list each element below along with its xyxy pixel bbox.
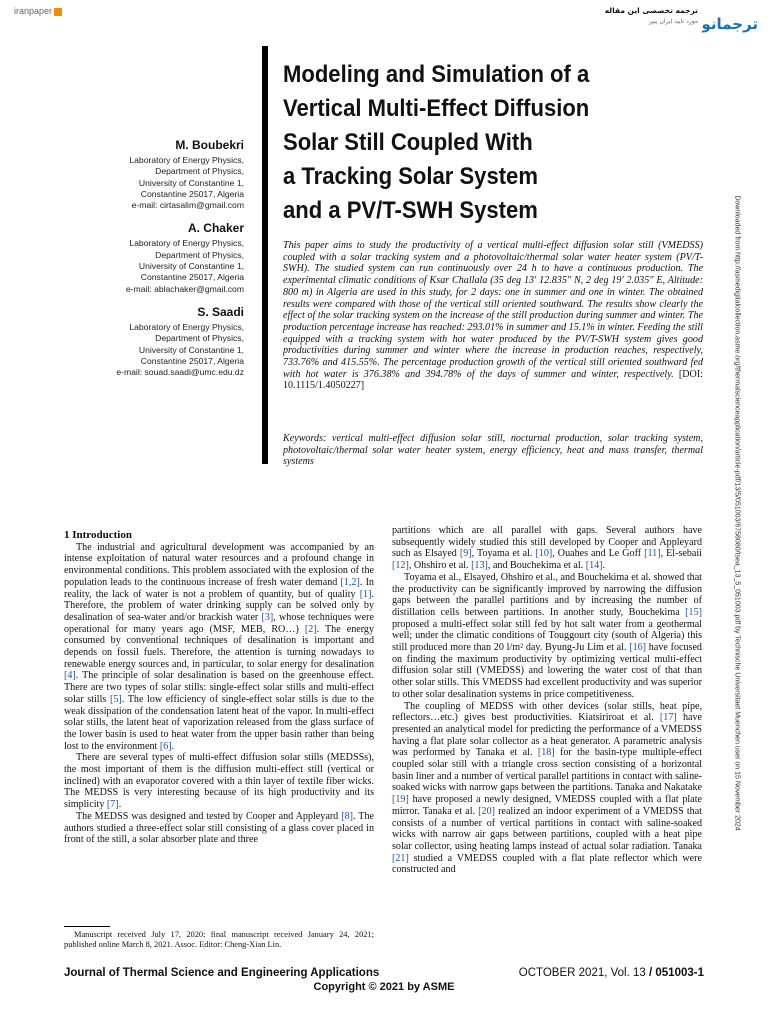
citation-link[interactable]: [10] <box>535 548 553 560</box>
citation-link[interactable]: [5] <box>109 693 122 705</box>
iranpaper-logo-text: iranpaper <box>14 6 53 16</box>
footnote: Manuscript received July 17, 2020; final manuscript received January 24, 2021; published online March 8, 2021. Assoc. Editor: Cheng-Xian Lin. <box>64 930 374 949</box>
citation-link[interactable]: [4] <box>64 670 76 682</box>
author-name: M. Boubekri <box>175 138 244 152</box>
author-block <box>60 305 244 378</box>
brand-logo-icon <box>702 7 760 35</box>
text-run: . The authors studied a three-effect solar still consisting of a glass cover placed in front of the still, a solar absorber plate and three <box>64 810 374 846</box>
text-run: . <box>118 799 122 811</box>
citation-link[interactable]: [15] <box>685 606 702 618</box>
title-line: Modeling and Simulation of a <box>283 61 590 88</box>
citation-link[interactable]: [2] <box>304 623 317 635</box>
paper-title <box>283 58 643 228</box>
iranpaper-logo <box>14 6 62 16</box>
affiliation-line: University of Constantine 1, <box>138 261 244 272</box>
keywords: Keywords: vertical multi-effect diffusion solar still, nocturnal production, solar tracking system, photovoltaic/thermal solar water heater system, energy efficiency, heat and mass transfer, thermal systems <box>283 433 703 468</box>
text-run: There are several types of multi-effect diffusion solar stills (MEDSSs), the most important of them is the diffusion multi-effect still (vertical or inclined) with an evaporator covered with a thin layer of textile fiber wicks. The MEDSS is very interesting because of its high productivity and its simplicity <box>64 752 374 811</box>
text-run: have proposed a newly designed, VMEDSS coupled with a flat plate mirror. Tanaka et al. <box>392 794 702 817</box>
issue-info <box>506 967 704 979</box>
text-run: . The principle of solar desalination is based on the greenhouse effect. There are two types of solar stills: single-effect solar stills and multi-effect solar stills <box>64 670 374 705</box>
section-heading: 1 Introduction <box>64 529 132 541</box>
text-run: , whose techniques were operational for many years ago (MSF, MEB, RO…) <box>64 611 374 635</box>
affiliation-line: Constantine 25017, Algeria <box>140 272 244 283</box>
citation-link[interactable]: [1,2] <box>340 576 360 588</box>
paragraph <box>64 752 374 811</box>
author-block <box>60 221 244 294</box>
title-line: Vertical Multi-Effect Diffusion <box>283 95 590 122</box>
text-run: proposed a multi-effect solar still fed by hot salt water from a geothermal well; under the climatic conditions of Touggourt city (south of Algeria) this still produced more than 20 l/m² day. Byung-Ju Lim et al. <box>392 618 702 654</box>
footnote-rule <box>64 926 110 927</box>
issue-volume: OCTOBER 2021, Vol. 13 <box>518 967 646 979</box>
citation-link[interactable]: [1] <box>359 588 372 600</box>
journal-name: Journal of Thermal Science and Engineering Applications <box>64 967 380 979</box>
text-run: have presented an analytical model for predicting the performance of a VMEDSS having a flat plate solar collector as a heat generator. A parametric analysis was performed by Tanaka et al. <box>392 712 703 759</box>
issue-separator: / <box>645 967 656 979</box>
text-run: . The energy consumed by conventional techniques of desalination is important and depends on fossil fuels. Therefore, the attention is turning nowadays to renewable energy sources and, in particular, to solar energy for desalination <box>64 623 374 670</box>
title-line: a Tracking Solar System <box>283 163 538 190</box>
download-sidebar <box>732 158 742 868</box>
title-line: Solar Still Coupled With <box>283 129 533 156</box>
text-run: , El-sebaii <box>660 548 702 560</box>
citation-link[interactable]: [9] <box>459 548 472 560</box>
author-email[interactable]: e-mail: souad.saadi@umc.edu.dz <box>116 367 244 378</box>
text-run: . Therefore, the problem of water drinking supply can be solved only by desalination of sea-water and/or brackish water <box>64 588 374 623</box>
affiliation-line: Laboratory of Energy Physics, <box>129 238 244 249</box>
logo-caption-1: ترجمه تخصصی این مقاله <box>604 6 698 15</box>
abstract-text: This paper aims to study the productivity of a vertical multi-effect diffusion solar still (VMEDSS) coupled with a solar tracking system and a photovoltaic/thermal solar water heater system (PV/T-SWH). The studied system can run continuously over 24 h to have a continuous production. The experimental climatic conditions of Ksar Challala (35 deg 13′ 12.835″ N, 2 deg 19′ 2.035″ E, Altitude: 800 m) in Algeria are used in this study, for 2 days: one in summer and one in winter. The obtained results were compared with those of the vertical still oriented southward. The results show clearly the effect of the solar tracking system on the increase of the still production during summer and winter. The production percentage increase has reached: 293.01% in summer and 15.1% in winter. Feeding the still equipped with a tracking system with hot water produced by the PV/T-SWH system gives good productivities during summer and winter where the increase in production reaches, respectively, 733.76% and 415.55%. The percentage production growth of the vertical still oriented southward fed with hot water is 376.38% and 394.78% of the days of summer and winter, respectively. <box>283 240 703 380</box>
paragraph <box>392 701 702 877</box>
author-email[interactable]: e-mail: ablachaker@gmail.com <box>125 283 244 294</box>
text-run: . <box>602 560 606 572</box>
text-run: studied a VMEDSS coupled with a flat plate reflector which were constructed and <box>392 852 702 876</box>
text-run: Toyama et al., Elsayed, Ohshiro et al., and Bouchekima et al. showed that the productivity can be significantly improved by narrowing the diffusion gaps between the parallel partitions and by increasing the number of distillation cells between partitions. In another study, Bouchekima <box>392 571 702 618</box>
page-number: 051003-1 <box>655 967 704 979</box>
citation-link[interactable]: [3] <box>261 611 274 623</box>
citation-link[interactable]: [17] <box>659 712 677 724</box>
text-run: . The low efficiency of single-effect solar stills is due to the weak dissipation of the condensation latent heat of the vapor. In multi-effect solar stills, the latent heat of vaporization released from the glass surface of the lower basin is used to heat water from the upper basin rather than being lost to the environment <box>64 693 374 752</box>
authors <box>60 138 244 388</box>
text-run: , Ohshiro et al. <box>408 560 472 572</box>
copyright: Copyright © 2021 by ASME <box>313 981 455 993</box>
tarjomano-logo <box>604 4 760 36</box>
author-email[interactable]: e-mail: cirtasalim@gmail.com <box>131 200 244 211</box>
text-run: The MEDSS was designed and tested by Cooper and Appleyard <box>76 810 342 822</box>
paragraph <box>392 525 702 572</box>
title-line: and a PV/T-SWH System <box>283 197 538 224</box>
citation-link[interactable]: [13] <box>471 560 488 572</box>
citation-link[interactable]: [6] <box>159 740 172 752</box>
text-run: have focused on finding the maximum productivity by optimizing vertical multi-effect diffusion solar still (VMEDSS) and lowering the water cost of that than other solar stills. This VMEDSS had excellent productivity and was superior to other solar desalination systems in price competitiveness. <box>392 642 702 700</box>
download-sidebar-text: Downloaded from http://asmedigitalcollection.asme.org/thermalscienceapplication/article-pdf/13/5/051003/6758080/tsea_13_5_051003.pdf by Technische Universitaet Muenchen user on 15 November 2024 <box>733 195 741 831</box>
citation-link[interactable]: [16] <box>629 642 647 654</box>
body-left-column <box>64 530 374 846</box>
affiliation-line: University of Constantine 1, <box>138 344 244 355</box>
text-run: . <box>171 740 175 752</box>
citation-link[interactable]: [21] <box>392 852 409 864</box>
affiliation-line: Department of Physics, <box>155 249 244 260</box>
citation-link[interactable]: [11] <box>644 548 661 560</box>
affiliation-line: Laboratory of Energy Physics, <box>129 155 244 165</box>
citation-link[interactable]: [8] <box>341 810 353 822</box>
author-block <box>60 138 244 211</box>
citation-link[interactable]: [19] <box>392 794 409 806</box>
text-run: partitions which are all parallel with gaps. Several authors have subsequently widely studied this still developed by Cooper and Appleyard such as Elsayed <box>392 525 702 560</box>
citation-link[interactable]: [20] <box>478 805 495 817</box>
paragraph <box>392 572 702 701</box>
paragraph <box>64 542 374 753</box>
text-run: . In reality, the lack of water is not a problem of quantity, but of quality <box>64 576 374 600</box>
affiliation-line: Constantine 25017, Algeria <box>140 188 244 199</box>
affiliation-line: Laboratory of Energy Physics, <box>129 321 244 332</box>
citation-link[interactable]: [18] <box>537 747 555 759</box>
text-run: for the basin-type multiple-effect coupled solar still with a triangle cross section consisting of a horizontal basin liner and a number of vertical parallel partitions in contact with saline-soaked wicks with narrow gaps between the partitions. Tanaka and Nakatake <box>392 747 703 794</box>
text-run: realized an indoor experiment of a VMEDSS that consists of a number of vertical partitions in contact with saline-soaked wicks with narrow air gaps between partitions, coupled with a heat pipe solar collector, using heating lamps instead of actual solar radiation. Tanaka <box>392 805 702 852</box>
affiliation-line: Department of Physics, <box>155 333 244 344</box>
text-run: , Ouahes and Le Goff <box>552 548 645 560</box>
citation-link[interactable]: [12] <box>392 560 409 572</box>
logo-caption-2: مورد تایید ایران پیپر <box>648 18 698 25</box>
author-name: A. Chaker <box>187 221 244 236</box>
text-run: The industrial and agricultural development was accompanied by an intense exploitation of natural water resources and a profound change in environmental conditions. This problem associated with the explosion of the population leads to the continuous increase of fresh water demand <box>64 541 374 588</box>
doi-link[interactable]: [DOI: 10.1115/1.4050227] <box>283 368 703 392</box>
affiliation-line: Department of Physics, <box>155 166 244 177</box>
citation-link[interactable]: [7] <box>106 799 119 811</box>
logo-square-icon <box>54 8 62 16</box>
text-run: The coupling of MEDSS with other devices (solar stills, heat pipe, reflectors…etc.) gives best productivities. Kiatsiriroat et al. <box>392 700 702 724</box>
paragraph <box>64 811 374 846</box>
text-run: , and Bouchekima et al. <box>487 560 586 572</box>
abstract <box>283 240 703 392</box>
brand-logo-text: ترجمانو <box>702 15 758 33</box>
title-rule <box>262 46 268 464</box>
citation-link[interactable]: [14] <box>585 560 603 572</box>
body-right-column <box>392 525 702 876</box>
author-name: S. Saadi <box>197 304 244 319</box>
affiliation-line: Constantine 25017, Algeria <box>140 355 244 366</box>
affiliation-line: University of Constantine 1, <box>138 177 244 188</box>
text-run: , Toyama et al. <box>471 548 536 560</box>
